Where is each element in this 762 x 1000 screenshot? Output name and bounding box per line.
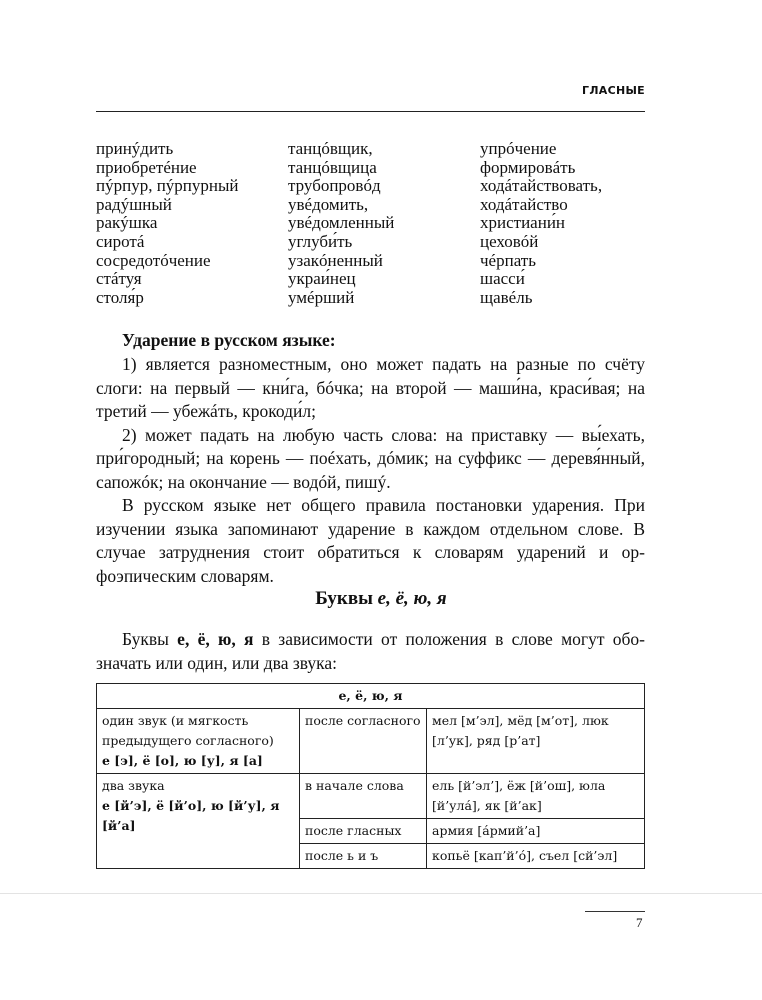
footer-rule [585, 911, 645, 912]
word-item: пýрпур, пýрпурный [96, 176, 239, 196]
header-rule [96, 111, 645, 112]
intro-text: Буквы [122, 629, 178, 649]
word-column-2 [288, 140, 480, 307]
heading-letters: е, ё, ю, я [377, 588, 447, 609]
word-item: углуби́ть [288, 231, 353, 251]
table-cell: копьё [кап’й’ó], съел [сй’эл] [427, 844, 645, 869]
word-item: трубопровóд [288, 176, 381, 196]
word-item: украи́нец [288, 269, 356, 289]
word-item: ходáтайство [480, 194, 568, 214]
table-cell: после гласных [300, 819, 427, 844]
word-item: сиротá [96, 231, 145, 251]
running-header: ГЛАСНЫЕ [582, 84, 645, 97]
word-item: сосредотóчение [96, 250, 211, 270]
word-list [96, 140, 656, 307]
word-item: упрóчение [480, 139, 557, 158]
word-item: танцóвщица [288, 157, 377, 177]
section-heading [0, 588, 762, 610]
stress-paragraphs [96, 353, 645, 588]
intro-text: в зависимости от положения в слове могут обозначать или один, или два звука: [96, 629, 645, 673]
word-item: узакóненный [288, 250, 383, 270]
table-cell [97, 774, 300, 869]
paragraph: В русском языке нет общего правила постановки ударения. При изучении языка запоминают ударение в каждом отдельном слове. В случае затруднения стоит обратиться к словарям ударений и орфоэпическим словарям. [96, 495, 645, 586]
table-header: е, ё, ю, я [97, 684, 645, 709]
table-row [97, 774, 645, 819]
word-item: принýдить [96, 139, 174, 158]
section-subtitle: Ударение в русском языке: [122, 330, 336, 350]
word-item: чéрпать [480, 250, 536, 270]
cell-bold-text: е [э], ё [о], ю [у], я [а] [102, 753, 263, 768]
word-item: радýшный [96, 194, 172, 214]
word-item: ходáтайствовать, [480, 176, 603, 196]
page-edge-line [0, 893, 762, 894]
intro-paragraph [96, 628, 645, 675]
cell-text: два звука [102, 778, 165, 793]
word-item: ракýшка [96, 213, 158, 233]
word-item: приобретéние [96, 157, 197, 177]
word-column-3 [480, 140, 602, 307]
letters-table [96, 683, 645, 869]
cell-text: один звук (и мягкость предыдущего согласного) [102, 713, 274, 748]
word-column-1 [96, 140, 288, 307]
word-item: шасси́ [480, 269, 525, 289]
table-cell: мел [м’эл], мёд [м’от], люк [л’ук], ряд [р’ат] [427, 709, 645, 774]
table-row [97, 709, 645, 774]
page-number: 7 [636, 915, 643, 930]
word-item: щавéль [480, 287, 533, 307]
word-item: танцóвщик, [288, 139, 373, 158]
heading-text: Буквы [315, 588, 378, 609]
table-cell: после ь и ъ [300, 844, 427, 869]
table-cell [97, 709, 300, 774]
table-cell: армия [áрмий’а] [427, 819, 645, 844]
table-cell: в начале слова [300, 774, 427, 819]
word-item: цеховóй [480, 231, 539, 251]
cell-bold-text: е [й’э], ё [й’о], ю [й’у], я [й’а] [102, 798, 280, 833]
table-cell: ель [й’эл’], ёж [й’ош], юла [й’улá], як [й’ак] [427, 774, 645, 819]
paragraph: 1) является разноместным, оно может падать на разные по счёту слоги: на первый — кни́га, бóчка; на второй — маши́на, краси́вая; на третий — убежáть, крокоди́л; [96, 354, 645, 421]
word-item: умéрший [288, 287, 355, 307]
word-item: стáтуя [96, 269, 142, 289]
word-item: увéдомить, [288, 194, 369, 214]
paragraph: 2) может падать на любую часть слова: на приставку — вы́ехать, при́городный; на корень — поéхать, дóмик; на суффикс — деревя́нный, сапожóк; на окончание — водóй, пишý. [96, 424, 645, 492]
word-item: столя́р [96, 287, 144, 307]
word-item: увéдомленный [288, 213, 395, 233]
table-cell: после согласного [300, 709, 427, 774]
word-item: христиани́н [480, 213, 566, 233]
intro-letters: е, ё, ю, я [177, 629, 254, 649]
word-item: формировáть [480, 157, 576, 177]
